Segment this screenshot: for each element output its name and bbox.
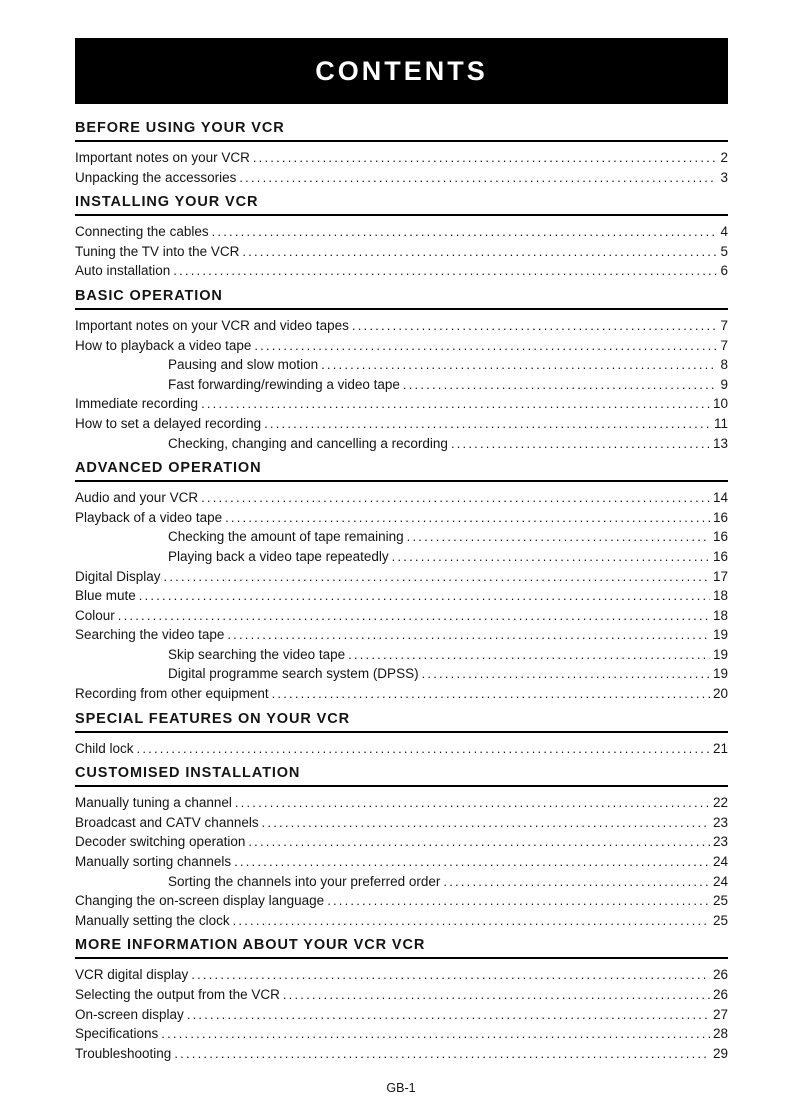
dot-leader <box>443 872 710 892</box>
dot-leader <box>173 261 717 281</box>
dot-leader <box>234 852 710 872</box>
entry-page-number: 8 <box>720 357 728 373</box>
entry-page-number: 24 <box>712 873 728 889</box>
entry-label: Manually setting the clock <box>75 912 230 928</box>
section-heading: SPECIAL FEATURES ON YOUR VCR <box>75 711 728 733</box>
entry-page-number: 6 <box>720 263 728 279</box>
entry-label: Pausing and slow motion <box>168 357 319 373</box>
entry-page-number: 27 <box>712 1006 728 1022</box>
entry-label: Fast forwarding/rewinding a video tape <box>168 376 400 392</box>
entry-page-number: 16 <box>712 529 728 545</box>
toc-entry <box>75 664 728 684</box>
entry-label: On-screen display <box>75 1006 184 1022</box>
toc-entry <box>75 625 728 645</box>
dot-leader <box>201 394 710 414</box>
entry-label: Searching the video tape <box>75 627 225 643</box>
entry-page-number: 5 <box>720 243 728 259</box>
entry-page-number: 25 <box>712 893 728 909</box>
entry-label: Decoder switching operation <box>75 834 246 850</box>
dot-leader <box>272 684 710 704</box>
entry-label: Colour <box>75 607 115 623</box>
entry-label: Specifications <box>75 1026 159 1042</box>
dot-leader <box>225 508 710 528</box>
entry-page-number: 29 <box>712 1045 728 1061</box>
dot-leader <box>118 606 710 626</box>
toc-entry <box>75 872 728 892</box>
entry-page-number: 26 <box>712 967 728 983</box>
entry-page-number: 9 <box>720 376 728 392</box>
entry-label: How to set a delayed recording <box>75 415 262 431</box>
toc-entry <box>75 316 728 336</box>
dot-leader <box>352 316 718 336</box>
toc-entry <box>75 1044 728 1064</box>
entry-label: Digital Display <box>75 568 161 584</box>
entry-label: VCR digital display <box>75 967 189 983</box>
entry-page-number: 10 <box>712 396 728 412</box>
entry-label: Changing the on-screen display language <box>75 893 325 909</box>
dot-leader <box>392 547 710 567</box>
section-heading: CUSTOMISED INSTALLATION <box>75 765 728 787</box>
entry-label: Immediate recording <box>75 396 199 412</box>
page-footer <box>0 1081 802 1095</box>
entry-label: Skip searching the video tape <box>168 646 346 662</box>
dot-leader <box>242 242 717 262</box>
toc-section <box>75 120 728 187</box>
toc-entry <box>75 606 728 626</box>
dot-leader <box>233 911 710 931</box>
entry-label: Checking the amount of tape remaining <box>168 529 404 545</box>
toc-entry <box>75 567 728 587</box>
entry-page-number: 7 <box>720 317 728 333</box>
toc-section <box>75 937 728 1063</box>
dot-leader <box>191 965 710 985</box>
dot-leader <box>161 1024 710 1044</box>
entry-page-number: 18 <box>712 607 728 623</box>
section-heading: BASIC OPERATION <box>75 288 728 310</box>
toc-entry <box>75 508 728 528</box>
toc-entry <box>75 911 728 931</box>
dot-leader <box>264 414 711 434</box>
section-heading: ADVANCED OPERATION <box>75 460 728 482</box>
entry-page-number: 20 <box>712 686 728 702</box>
entry-label: Sorting the channels into your preferred order <box>168 873 441 889</box>
dot-leader <box>407 527 710 547</box>
contents-banner <box>75 38 728 104</box>
entry-page-number: 4 <box>720 224 728 240</box>
entry-page-number: 2 <box>720 150 728 165</box>
section-heading: MORE INFORMATION ABOUT YOUR VCR VCR <box>75 937 728 959</box>
entry-label: Playing back a video tape repeatedly <box>168 548 389 564</box>
entry-label: Broadcast and CATV channels <box>75 814 259 830</box>
dot-leader <box>254 336 717 356</box>
dot-leader <box>422 664 710 684</box>
toc-entry <box>75 488 728 508</box>
toc-entry <box>75 222 728 242</box>
dot-leader <box>348 645 710 665</box>
entry-page-number: 22 <box>712 795 728 811</box>
entry-label: Important notes on your VCR and video tapes <box>75 317 349 333</box>
dot-leader <box>403 375 718 395</box>
toc-entry <box>75 148 728 168</box>
toc-section <box>75 288 728 453</box>
toc-section <box>75 711 728 759</box>
toc-section <box>75 194 728 281</box>
toc-entry <box>75 434 728 454</box>
toc-entry <box>75 813 728 833</box>
dot-leader <box>262 813 710 833</box>
entry-page-number: 3 <box>720 169 728 185</box>
toc-entry <box>75 891 728 911</box>
dot-leader <box>201 488 710 508</box>
entry-page-number: 28 <box>712 1026 728 1042</box>
entry-page-number: 11 <box>713 415 728 431</box>
toc-section <box>75 765 728 930</box>
toc-entry <box>75 739 728 759</box>
toc-entry <box>75 375 728 395</box>
toc-entry <box>75 414 728 434</box>
toc-entry <box>75 793 728 813</box>
section-heading: BEFORE USING YOUR VCR <box>75 120 728 142</box>
entry-page-number: 13 <box>712 435 728 451</box>
entry-label: Manually tuning a channel <box>75 795 232 811</box>
entry-page-number: 25 <box>712 912 728 928</box>
dot-leader <box>174 1044 710 1064</box>
dot-leader <box>253 148 718 168</box>
entry-label: Manually sorting channels <box>75 854 232 870</box>
entry-page-number: 19 <box>712 666 728 682</box>
entry-label: Checking, changing and cancelling a recording <box>168 435 448 451</box>
toc-entry <box>75 336 728 356</box>
entry-page-number: 16 <box>712 509 728 525</box>
dot-leader <box>139 586 710 606</box>
dot-leader <box>227 625 710 645</box>
dot-leader <box>137 739 710 759</box>
entry-label: Connecting the cables <box>75 224 209 240</box>
entry-label: Important notes on your VCR <box>75 150 250 165</box>
entry-label: Troubleshooting <box>75 1045 172 1061</box>
entry-page-number: 26 <box>712 987 728 1002</box>
dot-leader <box>451 434 710 454</box>
toc-entry <box>75 684 728 704</box>
toc-entry <box>75 394 728 414</box>
toc-entry <box>75 965 728 985</box>
entry-page-number: 14 <box>712 490 728 506</box>
toc-sections <box>75 120 728 1063</box>
entry-page-number: 19 <box>712 646 728 662</box>
footer-page-number: GB-1 <box>386 1081 416 1095</box>
toc-entry <box>75 852 728 872</box>
entry-page-number: 17 <box>712 568 728 584</box>
toc-section <box>75 460 728 704</box>
dot-leader <box>283 985 710 1005</box>
page-title: CONTENTS <box>315 55 488 86</box>
toc-entry <box>75 547 728 567</box>
entry-label: Selecting the output from the VCR <box>75 987 280 1002</box>
entry-label: Playback of a video tape <box>75 509 223 525</box>
entry-label: How to playback a video tape <box>75 337 252 353</box>
entry-label: Auto installation <box>75 263 171 279</box>
toc-entry <box>75 586 728 606</box>
entry-label: Audio and your VCR <box>75 490 199 506</box>
entry-page-number: 23 <box>712 814 728 830</box>
dot-leader <box>164 567 710 587</box>
toc-entry <box>75 261 728 281</box>
entry-page-number: 18 <box>712 588 728 604</box>
entry-page-number: 21 <box>712 740 728 756</box>
dot-leader <box>235 793 710 813</box>
entry-page-number: 23 <box>712 834 728 850</box>
entry-page-number: 7 <box>720 337 728 353</box>
section-heading: INSTALLING YOUR VCR <box>75 194 728 216</box>
dot-leader <box>187 1005 710 1025</box>
entry-page-number: 16 <box>712 548 728 564</box>
entry-label: Blue mute <box>75 588 136 604</box>
toc-entry <box>75 645 728 665</box>
toc-entry <box>75 168 728 188</box>
toc-entry <box>75 527 728 547</box>
entry-label: Recording from other equipment <box>75 686 269 702</box>
dot-leader <box>321 355 717 375</box>
dot-leader <box>327 891 710 911</box>
entry-label: Unpacking the accessories <box>75 169 237 185</box>
toc-entry <box>75 242 728 262</box>
dot-leader <box>239 168 717 188</box>
entry-label: Child lock <box>75 740 134 756</box>
dot-leader <box>212 222 718 242</box>
entry-label: Digital programme search system (DPSS) <box>168 666 419 682</box>
toc-entry <box>75 832 728 852</box>
toc-entry <box>75 1005 728 1025</box>
entry-label: Tuning the TV into the VCR <box>75 243 240 259</box>
toc-entry <box>75 355 728 375</box>
toc-entry <box>75 985 728 1005</box>
toc-entry <box>75 1024 728 1044</box>
entry-page-number: 19 <box>712 627 728 643</box>
entry-page-number: 24 <box>712 854 728 870</box>
dot-leader <box>248 832 710 852</box>
